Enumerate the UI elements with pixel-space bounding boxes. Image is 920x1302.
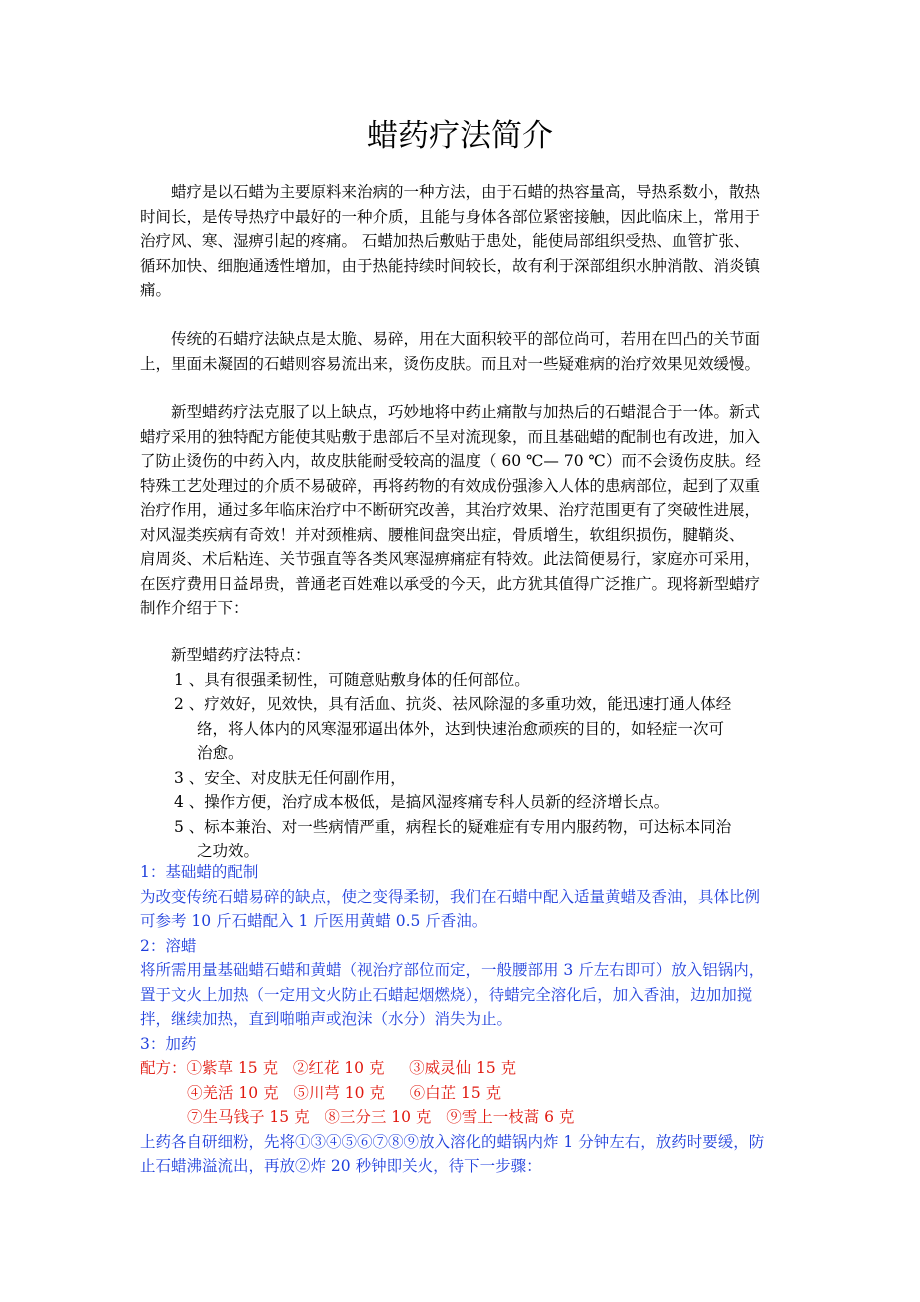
feature-text: 具有很强柔韧性，可随意贴敷身体的任何部位。 bbox=[204, 670, 530, 689]
traditional-paragraph bbox=[140, 327, 785, 376]
formula-row bbox=[140, 1081, 785, 1106]
step-heading: 1：基础蜡的配制 bbox=[140, 863, 259, 881]
formula-text: ①紫草 15 克 ②红花 10 克 ③威灵仙 15 克 bbox=[186, 1059, 517, 1077]
formula-text: ⑦生马钱子 15 克 ⑧三分三 10 克 ⑨雪上一枝蒿 6 克 bbox=[187, 1108, 575, 1126]
text-line: 循环加快、细胞通透性增加，由于热能持续时间较长，故有利于深部组织水肿消散、消炎镇 bbox=[140, 256, 761, 275]
feature-number: 3 、 bbox=[174, 768, 205, 787]
feature-text-continued: 治愈。 bbox=[197, 744, 244, 762]
feature-number: 4 、 bbox=[174, 793, 205, 811]
text-line: 将所需用量基础蜡石蜡和黄蜡（视治疗部位而定，一般腰部用 3 斤左右即可）放入铝锅内， bbox=[140, 961, 765, 979]
text-line: 治疗作用，通过多年临床治疗中不断研究改善，其治疗效果、治疗范围更有了突破性进展， bbox=[140, 501, 761, 519]
text-line: 拌，继续加热，直到啪啪声或泡沫（水分）消失为止。 bbox=[140, 1010, 513, 1028]
feature-text: 标本兼治、对一些病情严重，病程长的疑难症有专用内服药物，可达标本同治 bbox=[204, 817, 732, 836]
feature-number: 1 、 bbox=[174, 670, 205, 689]
formula-row bbox=[140, 1056, 785, 1081]
feature-item bbox=[140, 692, 785, 717]
text-line: 痛。 bbox=[140, 281, 172, 299]
text-line: 新型蜡药疗法克服了以上缺点，巧妙地将中药止痛散与加热后的石蜡混合于一体。新式 bbox=[171, 403, 761, 421]
features-heading: 新型蜡药疗法特点： bbox=[171, 646, 311, 664]
text-line: 治疗风、寒、湿痹引起的疼痛。 石蜡加热后敷贴于患处，能使局部组织受热、血管扩张、 bbox=[140, 232, 750, 250]
feature-text-continued: 络，将人体内的风寒湿邪逼出体外，达到快速治愈顽疾的目的，如轻症一次可 bbox=[197, 719, 725, 738]
text-line: 肩周炎、术后粘连、关节强直等各类风寒湿痹痛症有特效。此法简便易行，家庭亦可采用， bbox=[140, 550, 761, 568]
feature-text: 疗效好，见效快，具有活血、抗炎、祛风除湿的多重功效，能迅速打通人体经 bbox=[204, 695, 732, 713]
feature-item bbox=[140, 766, 785, 791]
text-line: 可参考 10 斤石蜡配入 1 斤医用黄蜡 0.5 斤香油。 bbox=[140, 912, 488, 930]
features-section bbox=[140, 643, 785, 864]
formula-label: 配方： bbox=[140, 1059, 187, 1077]
step1-section bbox=[140, 860, 785, 1179]
text-line: 为改变传统石蜡易碎的缺点，使之变得柔韧，我们在石蜡中配入适量黄蜡及香油，具体比例 bbox=[140, 887, 761, 906]
feature-text: 操作方便，治疗成本极低，是搞风湿疼痛专科人员新的经济增长点。 bbox=[204, 793, 670, 811]
step-heading: 3：加药 bbox=[140, 1034, 197, 1053]
text-line: 时间长，是传导热疗中最好的一种介质，且能与身体各部位紧密接触，因此临床上，常用于 bbox=[140, 207, 761, 226]
feature-text-continued: 之功效。 bbox=[197, 842, 260, 860]
text-line: 传统的石蜡疗法缺点是太脆、易碎，用在大面积较平的部位尚可，若用在凹凸的关节面 bbox=[171, 330, 761, 348]
feature-text: 安全、对皮肤无任何副作用， bbox=[204, 768, 406, 787]
text-line: 蜡疗采用的独特配方能使其贴敷于患部后不呈对流现象，而且基础蜡的配制也有改进，加入 bbox=[140, 427, 761, 446]
formula-text: ④羌活 10 克 ⑤川芎 10 克 ⑥白芷 15 克 bbox=[187, 1083, 502, 1102]
text-line: 特殊工艺处理过的介质不易破碎，再将药物的有效成份强渗入人体的患病部位，起到了双重 bbox=[140, 476, 761, 495]
text-line: 上药各自研细粉，先将①③④⑤⑥⑦⑧⑨放入溶化的蜡锅内炸 1 分钟左右，放药时要缓，防 bbox=[140, 1132, 765, 1151]
text-line: 在医疗费用日益昂贵，普通老百姓难以承受的今天，此方犹其值得广泛推广。现将新型蜡疗 bbox=[140, 574, 761, 593]
formula-row bbox=[140, 1105, 785, 1130]
feature-item bbox=[140, 790, 785, 815]
step-heading: 2：溶蜡 bbox=[140, 936, 197, 955]
feature-item bbox=[140, 668, 785, 693]
text-line: 上，里面未凝固的石蜡则容易流出来，烫伤皮肤。而且对一些疑难病的治疗效果见效缓慢。 bbox=[140, 354, 761, 373]
feature-item bbox=[140, 815, 785, 840]
new-method-paragraph bbox=[140, 400, 785, 621]
text-line: 对风湿类疾病有奇效！并对颈椎病、腰椎间盘突出症，骨质增生，软组织损伤，腱鞘炎、 bbox=[140, 525, 745, 544]
intro-paragraph bbox=[140, 180, 785, 303]
feature-number: 2 、 bbox=[174, 695, 205, 713]
text-line: 制作介绍于下： bbox=[140, 599, 249, 617]
text-line: 蜡疗是以石蜡为主要原料来治病的一种方法，由于石蜡的热容量高，导热系数小，散热 bbox=[171, 183, 761, 201]
page-title: 蜡药疗法简介 bbox=[367, 118, 553, 154]
text-line: 了防止烫伤的中药入内，故皮肤能耐受较高的温度（ 60 ℃— 70 ℃）而不会烫伤皮肤。经 bbox=[140, 452, 761, 470]
text-line: 止石蜡沸溢流出，再放②炸 20 秒钟即关火，待下一步骤： bbox=[140, 1157, 542, 1175]
feature-number: 5 、 bbox=[174, 817, 205, 836]
text-line: 置于文火上加热（一定用文火防止石蜡起烟燃烧），待蜡完全溶化后，加入香油，边加加搅 bbox=[140, 985, 753, 1004]
